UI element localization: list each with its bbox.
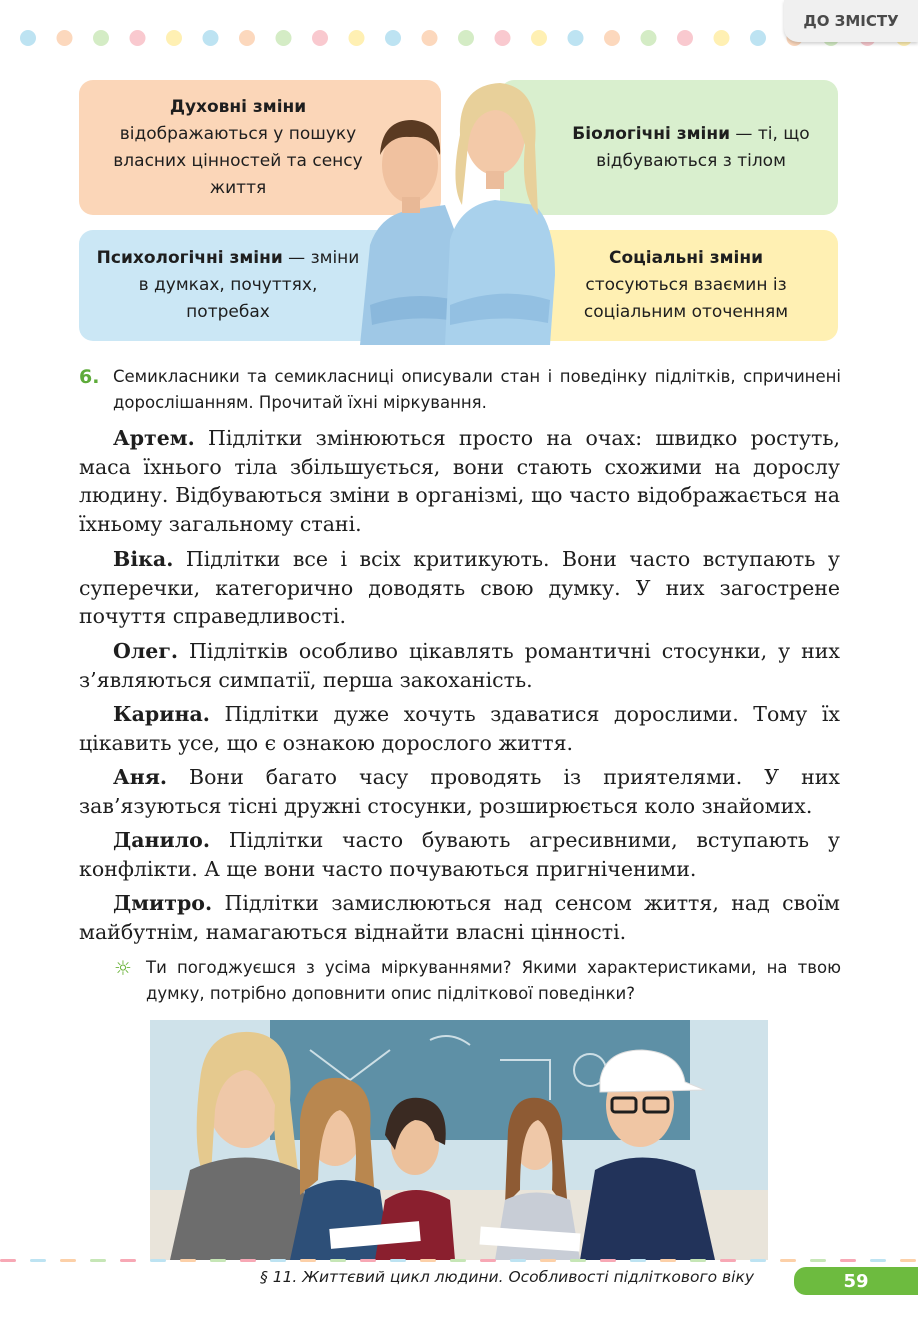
students-photo: [150, 1020, 768, 1260]
social-changes-box: [520, 230, 838, 341]
decorative-dash: [60, 1259, 76, 1262]
statement-paragraph: [79, 637, 840, 694]
decorative-dot: [495, 30, 511, 46]
sun-icon: ☼: [114, 956, 132, 980]
psychological-title: Психологічні зміни: [96, 248, 283, 268]
statement-paragraph: [79, 826, 840, 883]
task-6: [79, 364, 841, 416]
decorative-dash: [660, 1259, 676, 1262]
decorative-dot: [349, 30, 365, 46]
decorative-dash: [570, 1259, 586, 1262]
decorative-dash: [150, 1259, 166, 1262]
statement-text: Підлітки дуже хочуть здаватися дорослими. Тому їх цікавить усе, що є ознакою дорослого життя.: [79, 702, 840, 755]
decorative-dash: [120, 1259, 136, 1262]
speaker-name: Віка.: [113, 547, 174, 571]
decorative-dash: [870, 1259, 886, 1262]
decorative-dot: [750, 30, 766, 46]
decorative-dots: [0, 25, 918, 51]
decorative-dash: [300, 1259, 316, 1262]
decorative-dash: [0, 1259, 16, 1262]
page-number: 59: [794, 1267, 918, 1295]
speaker-name: Дмитро.: [113, 891, 213, 915]
statement-text: Підлітки змінюються просто на очах: швидко ростуть, маса їхнього тіла збільшується, вони стають схожими на дорослу людину. Відбуваються зміни в організмі, що часто відображається на їхньому загальному стані.: [79, 426, 840, 536]
statement-text: Вони багато часу проводять із приятелями. У них зав’язуються тісні дружні стосунки, розширюється коло знайомих.: [79, 765, 840, 818]
decorative-dash: [420, 1259, 436, 1262]
social-text: стосуються взаємин із соціальним оточенням: [583, 275, 789, 322]
decorative-dash: [780, 1259, 796, 1262]
task-text: Семикласники та семикласниці описували стан і поведінку підлітків, спричинені дорослішанням. Прочитай їхні міркування.: [113, 367, 841, 412]
decorative-dot: [130, 30, 146, 46]
task-number: 6.: [79, 366, 100, 388]
statement-paragraph: [79, 545, 840, 631]
spiritual-title: Духовні зміни: [169, 96, 307, 117]
decorative-dot: [203, 30, 219, 46]
decorative-dot: [276, 30, 292, 46]
decorative-dot: [20, 30, 36, 46]
speaker-name: Артем.: [113, 426, 195, 450]
psychological-text: — зміни в думках, почуттях, потребах: [138, 248, 360, 322]
decorative-dash: [750, 1259, 766, 1262]
decorative-dash: [390, 1259, 406, 1262]
decorative-dash: [360, 1259, 376, 1262]
reflection-question: [114, 955, 841, 1007]
decorative-dash: [180, 1259, 196, 1262]
speaker-name: Олег.: [113, 639, 179, 663]
statement-paragraph: [79, 889, 840, 946]
decorative-dash: [900, 1259, 916, 1262]
decorative-dot: [93, 30, 109, 46]
statement-text: Підлітків особливо цікавлять романтичні стосунки, у них з’являються симпатії, перша закоханість.: [79, 639, 840, 692]
decorative-dot: [714, 30, 730, 46]
biological-title: Біологічні зміни: [572, 123, 731, 144]
decorative-dot: [458, 30, 474, 46]
biological-text: — ті, що відбуваються з тілом: [596, 123, 810, 171]
speaker-name: Аня.: [113, 765, 167, 789]
decorative-dashes: [0, 1258, 918, 1264]
decorative-dot: [385, 30, 401, 46]
decorative-dot: [531, 30, 547, 46]
question-text: Ти погоджуєшся з усіма міркуваннями? Якими характеристиками, на твою думку, потрібно доповнити опис підліткової поведінки?: [146, 958, 841, 1003]
decorative-dot: [166, 30, 182, 46]
statement-paragraph: [79, 700, 840, 757]
decorative-dash: [480, 1259, 496, 1262]
social-title: Соціальні зміни: [608, 248, 763, 268]
decorative-dash: [630, 1259, 646, 1262]
decorative-dot: [641, 30, 657, 46]
decorative-dot: [604, 30, 620, 46]
section-title: § 11. Життєвий цикл людини. Особливості підліткового віку: [260, 1268, 754, 1286]
decorative-dash: [510, 1259, 526, 1262]
decorative-dash: [600, 1259, 616, 1262]
speaker-name: Данило.: [113, 828, 210, 852]
decorative-dash: [810, 1259, 826, 1262]
decorative-dot: [568, 30, 584, 46]
decorative-dash: [30, 1259, 46, 1262]
decorative-dash: [210, 1259, 226, 1262]
decorative-dash: [720, 1259, 736, 1262]
decorative-dash: [90, 1259, 106, 1262]
spiritual-text: відображаються у пошуку власних цінностей та сенсу життя: [113, 123, 363, 198]
speaker-name: Карина.: [113, 702, 210, 726]
statement-text: Підлітки замислюються над сенсом життя, над своїм майбутнім, намагаються віднайти власні цінності.: [79, 891, 840, 944]
toc-button[interactable]: ДО ЗМІСТУ: [784, 0, 918, 42]
decorative-dash: [240, 1259, 256, 1262]
decorative-dash: [450, 1259, 466, 1262]
statement-text: Підлітки часто бувають агресивними, вступають у конфлікти. А ще вони часто почуваються пригніченими.: [79, 828, 840, 881]
decorative-dash: [330, 1259, 346, 1262]
statement-paragraph: [79, 763, 840, 820]
decorative-dash: [690, 1259, 706, 1262]
statement-text: Підлітки все і всіх критикують. Вони часто вступають у суперечки, категорично доводять свою думку. У них загострене почуття справедливості.: [79, 547, 840, 628]
decorative-dash: [270, 1259, 286, 1262]
decorative-dash: [840, 1259, 856, 1262]
decorative-dot: [239, 30, 255, 46]
decorative-dot: [312, 30, 328, 46]
statement-paragraph: [79, 424, 840, 538]
decorative-dot: [57, 30, 73, 46]
decorative-dash: [540, 1259, 556, 1262]
teenagers-illustration: [350, 75, 565, 345]
decorative-dot: [422, 30, 438, 46]
decorative-dot: [677, 30, 693, 46]
